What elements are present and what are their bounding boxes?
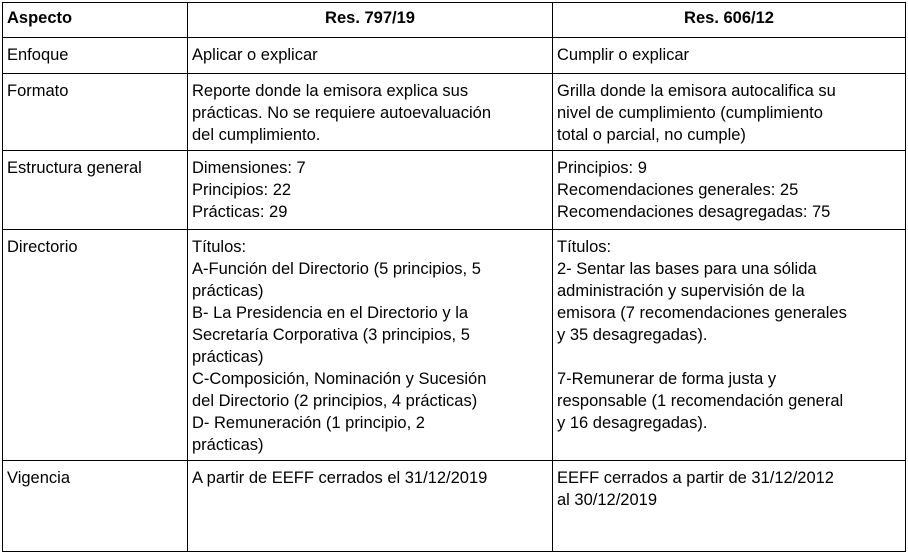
- aspect-cell: Directorio: [3, 230, 188, 461]
- aspect-cell: Formato: [3, 74, 188, 151]
- aspect-cell: Estructura general: [3, 151, 188, 230]
- cell-line: D- Remuneración (1 principio, 2: [192, 414, 425, 432]
- header-aspecto: Aspecto: [3, 3, 188, 38]
- cell-line: prácticas. No se requiere autoevaluación: [192, 104, 492, 122]
- cell-line: administración y supervisión de la: [557, 282, 805, 300]
- cell-line: 2- Sentar las bases para una sólida: [557, 260, 817, 278]
- res606-cell: [553, 461, 906, 552]
- cell-line: Grilla donde la emisora autocalifica su: [557, 82, 836, 100]
- cell-line: prácticas): [192, 436, 264, 454]
- cell-line: del cumplimiento.: [192, 126, 321, 144]
- cell-line: nivel de cumplimiento (cumplimiento: [557, 104, 823, 122]
- cell-line: Principios: 22: [192, 181, 292, 199]
- cell-line: A-Función del Directorio (5 principios, 5: [192, 260, 481, 278]
- comparison-table: [2, 2, 906, 552]
- cell-line: 7-Remunerar de forma justa y: [557, 370, 777, 388]
- cell-line: Principios: 9: [557, 159, 647, 177]
- res606-cell: [553, 230, 906, 461]
- cell-line: del Directorio (2 principios, 4 prácticas): [192, 392, 478, 410]
- cell-line: Secretaría Corporativa (3 principios, 5: [192, 326, 470, 344]
- cell-line: responsable (1 recomendación general: [557, 392, 844, 410]
- cell-line: B- La Presidencia en el Directorio y la: [192, 304, 469, 322]
- cell-line: total o parcial, no cumple): [557, 126, 746, 144]
- res797-cell: [188, 38, 553, 74]
- table-row-estructura-general: [3, 151, 906, 230]
- cell-line: Aplicar o explicar: [192, 46, 318, 64]
- cell-line: Dimensiones: 7: [192, 159, 306, 177]
- aspect-cell: Enfoque: [3, 38, 188, 74]
- header-res-606-12: Res. 606/12: [553, 3, 906, 38]
- cell-line: Reporte donde la emisora explica sus: [192, 82, 469, 100]
- cell-line: y 35 desagregadas).: [557, 326, 708, 344]
- table-row-directorio: [3, 230, 906, 461]
- cell-line: prácticas): [192, 282, 264, 300]
- cell-line: A partir de EEFF cerrados el 31/12/2019: [192, 469, 488, 487]
- cell-line: C-Composición, Nominación y Sucesión: [192, 370, 487, 388]
- cell-line: al 30/12/2019: [557, 491, 658, 509]
- res797-cell: [188, 230, 553, 461]
- cell-line: Títulos:: [557, 238, 612, 256]
- cell-line: emisora (7 recomendaciones generales: [557, 304, 847, 322]
- res797-cell: [188, 151, 553, 230]
- table-row-enfoque: [3, 38, 906, 74]
- res797-cell: [188, 74, 553, 151]
- cell-line: y 16 desagregadas).: [557, 414, 708, 432]
- cell-line: EEFF cerrados a partir de 31/12/2012: [557, 469, 834, 487]
- paragraph-gap: [557, 346, 901, 368]
- header-row: [3, 3, 906, 38]
- cell-line: Prácticas: 29: [192, 203, 288, 221]
- res797-cell: [188, 461, 553, 552]
- table-row-formato: [3, 74, 906, 151]
- cell-line: Cumplir o explicar: [557, 46, 690, 64]
- aspect-cell: Vigencia: [3, 461, 188, 552]
- res606-cell: [553, 151, 906, 230]
- cell-line: Recomendaciones generales: 25: [557, 181, 799, 199]
- cell-line: Títulos:: [192, 238, 247, 256]
- table-row-vigencia: [3, 461, 906, 552]
- res606-cell: [553, 74, 906, 151]
- cell-line: Recomendaciones desagregadas: 75: [557, 203, 831, 221]
- header-res-797-19: Res. 797/19: [188, 3, 553, 38]
- res606-cell: [553, 38, 906, 74]
- cell-line: prácticas): [192, 348, 264, 366]
